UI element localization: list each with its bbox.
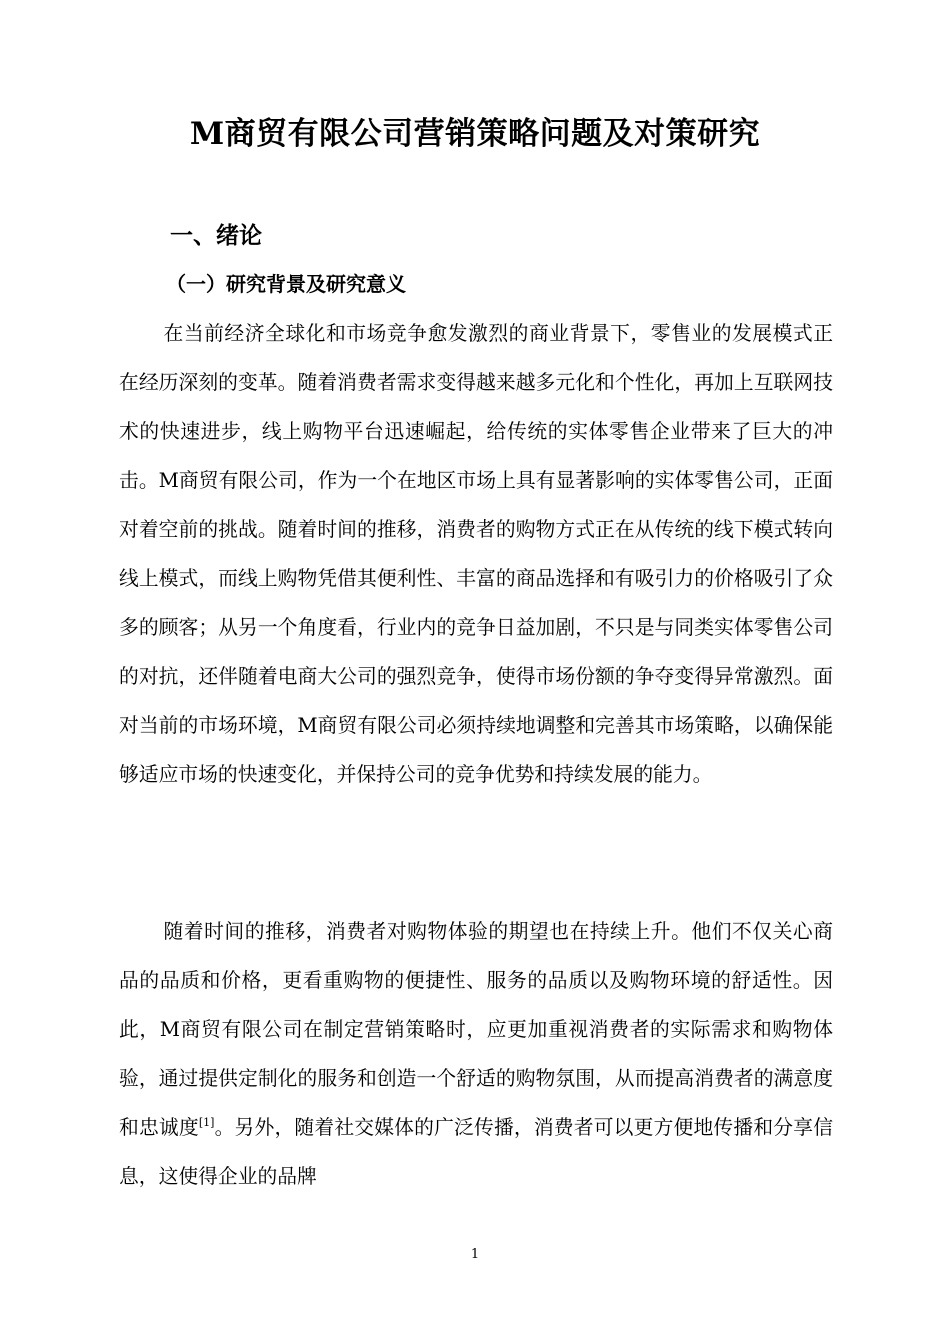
- paragraph-1-text: 在当前经济全球化和市场竞争愈发激烈的商业背景下，零售业的发展模式正在经历深刻的变革。随着消费者需求变得越来越多元化和个性化，再加上互联网技术的快速进步，线上购物平台迅速崛起，给传统的实体零售企业带来了巨大的冲击。M商贸有限公司，作为一个在地区市场上具有显著影响的实体零售公司，正面对着空前的挑战。随着时间的推移，消费者的购物方式正在从传统的线下模式转向线上模式，而线上购物凭借其便利性、丰富的商品选择和有吸引力的价格吸引了众多的顾客；从另一个角度看，行业内的竞争日益加剧，不只是与同类实体零售公司的对抗，还伴随着电商大公司的强烈竞争，使得市场份额的争夺变得异常激烈。面对当前的市场环境，M商贸有限公司必须持续地调整和完善其市场策略，以确保能够适应市场的快速变化，并保持公司的竞争优势和持续发展的能力。: [119, 322, 833, 786]
- section-heading: 一、绪论: [170, 222, 262, 249]
- paragraph-2-text-start: 随着时间的推移，消费者对购物体验的期望也在持续上升。他们不仅关心商品的品质和价格，更看重购物的便捷性、服务的品质以及购物环境的舒适性。因此，M商贸有限公司在制定营销策略时，应更加重视消费者的实际需求和购物体验，通过提供定制化的服务和创造一个舒适的购物氛围，从而提高消费者的满意度和忠诚度: [119, 920, 833, 1139]
- document-title: M商贸有限公司营销策略问题及对策研究: [189, 116, 761, 152]
- citation-reference: [1]: [198, 1116, 215, 1129]
- page-number: 1: [470, 1247, 480, 1262]
- paragraph-1: [119, 309, 833, 799]
- paragraph-2: [119, 907, 833, 1201]
- paragraph-2-text-end: 。另外，随着社交媒体的广泛传播，消费者可以更方便地传播和分享信息，这使得企业的品牌: [119, 1116, 833, 1188]
- subsection-heading: （一）研究背景及研究意义: [166, 272, 406, 296]
